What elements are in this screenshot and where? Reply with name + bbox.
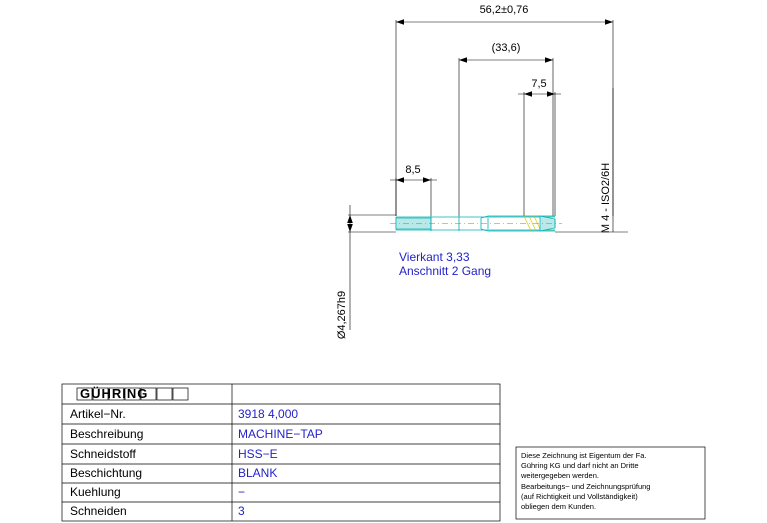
legal-line-6: obliegen dem Kunden. <box>521 502 597 511</box>
dimension-square-length-label: 8,5 <box>405 164 421 176</box>
logo-text: GÜHRING <box>80 386 149 401</box>
titleblock-label-coating: Beschichtung <box>70 466 143 480</box>
legal-line-4: Bearbeitungs− und Zeichnungsprüfung <box>521 482 651 491</box>
titleblock-label-coolant: Kuehlung <box>70 485 121 499</box>
dimension-thread-spec <box>555 88 628 233</box>
dimension-square-length <box>390 164 437 216</box>
titleblock-value-description: MACHINE−TAP <box>238 427 323 441</box>
legal-line-2: Gühring KG und darf nicht an Dritte <box>521 461 639 470</box>
gühring-logo <box>77 386 188 401</box>
dimension-overall-length-label: 56,2±0,76 <box>479 4 529 16</box>
note-square: Vierkant 3,33 <box>399 250 470 264</box>
titleblock-label-flutes: Schneiden <box>70 504 127 518</box>
dimension-shank-length-label: (33,6) <box>491 42 521 54</box>
titleblock-label-article-no: Artikel−Nr. <box>70 407 126 421</box>
drawing-notes <box>399 250 491 278</box>
legal-line-1: Diese Zeichnung ist Eigentum der Fa. <box>521 451 647 460</box>
dimension-thread-spec-label: M 4 - ISO2/6H <box>600 162 612 234</box>
dimension-shank-length <box>459 42 553 216</box>
titleblock-label-description: Beschreibung <box>70 427 144 441</box>
dimension-thread-length-label: 7,5 <box>531 78 547 90</box>
titleblock-value-coating: BLANK <box>238 466 278 480</box>
dimension-shank-diameter-label: Ø4,267h9 <box>336 290 348 340</box>
title-block <box>62 384 500 521</box>
part-geometry <box>390 216 562 231</box>
legal-note-box <box>516 447 705 519</box>
legal-line-3: weitergegeben werden. <box>521 471 599 480</box>
dimension-overall-length <box>396 4 613 216</box>
titleblock-value-material: HSS−E <box>238 447 278 461</box>
titleblock-value-flutes: 3 <box>238 504 245 518</box>
note-chamfer: Anschnitt 2 Gang <box>399 264 492 278</box>
dimension-shank-diameter <box>336 205 396 339</box>
dimension-thread-length <box>518 78 561 216</box>
titleblock-value-article-no: 3918 4,000 <box>238 407 299 421</box>
titleblock-label-material: Schneidstoff <box>70 447 136 461</box>
titleblock-value-coolant: − <box>238 485 246 499</box>
legal-line-5: (auf Richtigkeit und Vollständigkeit) <box>521 492 638 501</box>
